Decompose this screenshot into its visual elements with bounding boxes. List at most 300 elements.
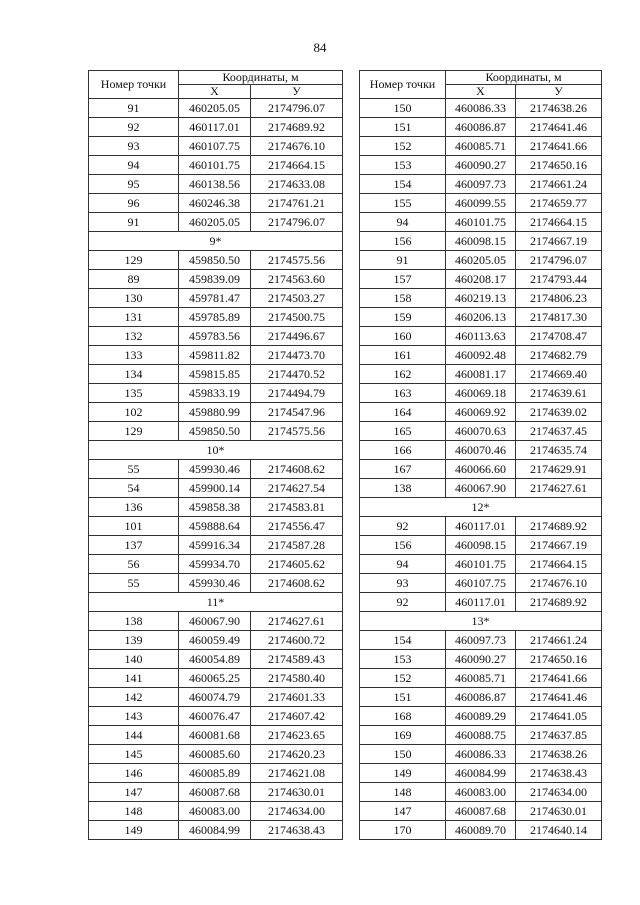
y-coordinate-cell: 2174634.00	[251, 802, 343, 821]
x-coordinate-cell: 459839.09	[179, 270, 251, 289]
table-row	[360, 631, 602, 650]
point-number-cell: 91	[89, 213, 179, 232]
table-row	[89, 669, 343, 688]
y-coordinate-cell: 2174473.70	[251, 346, 343, 365]
table-row	[360, 517, 602, 536]
table-row	[360, 365, 602, 384]
x-coordinate-cell: 460070.63	[446, 422, 516, 441]
point-number-cell: 92	[360, 517, 446, 536]
table-row	[360, 194, 602, 213]
table-row	[89, 308, 343, 327]
y-coordinate-cell: 2174650.16	[516, 650, 602, 669]
x-coordinate-cell: 460117.01	[179, 118, 251, 137]
point-number-cell: 94	[360, 555, 446, 574]
y-coordinate-cell: 2174796.07	[516, 251, 602, 270]
y-coordinate-cell: 2174587.28	[251, 536, 343, 555]
x-coordinate-cell: 460086.33	[446, 99, 516, 118]
point-number-cell: 131	[89, 308, 179, 327]
x-coordinate-cell: 460070.46	[446, 441, 516, 460]
y-coordinate-cell: 2174661.24	[516, 175, 602, 194]
table-row	[89, 137, 343, 156]
table-row	[89, 175, 343, 194]
y-coordinate-cell: 2174556.47	[251, 517, 343, 536]
x-coordinate-cell: 459900.14	[179, 479, 251, 498]
x-coordinate-cell: 460086.33	[446, 745, 516, 764]
y-coordinate-cell: 2174601.33	[251, 688, 343, 707]
y-coordinate-cell: 2174761.21	[251, 194, 343, 213]
x-coordinate-cell: 459930.46	[179, 574, 251, 593]
point-number-cell: 163	[360, 384, 446, 403]
y-coordinate-cell: 2174583.81	[251, 498, 343, 517]
x-coordinate-cell: 460086.87	[446, 118, 516, 137]
x-coordinate-cell: 460085.89	[179, 764, 251, 783]
x-coordinate-cell: 460081.17	[446, 365, 516, 384]
point-number-cell: 95	[89, 175, 179, 194]
point-number-cell: 54	[89, 479, 179, 498]
y-coordinate-cell: 2174589.43	[251, 650, 343, 669]
table-row	[89, 403, 343, 422]
point-number-cell: 138	[89, 612, 179, 631]
x-coordinate-cell: 460117.01	[446, 593, 516, 612]
table-row	[89, 574, 343, 593]
point-number-cell: 146	[89, 764, 179, 783]
y-coordinate-cell: 2174641.05	[516, 707, 602, 726]
y-coordinate-cell: 2174633.08	[251, 175, 343, 194]
table-row	[89, 650, 343, 669]
point-number-cell: 135	[89, 384, 179, 403]
y-coordinate-cell: 2174580.40	[251, 669, 343, 688]
x-coordinate-cell: 460067.90	[179, 612, 251, 631]
header-coords: Координаты, м	[446, 71, 602, 85]
point-number-cell: 132	[89, 327, 179, 346]
y-coordinate-cell: 2174667.19	[516, 536, 602, 555]
y-coordinate-cell: 2174641.46	[516, 118, 602, 137]
point-number-cell: 151	[360, 118, 446, 137]
x-coordinate-cell: 460069.92	[446, 403, 516, 422]
y-coordinate-cell: 2174661.24	[516, 631, 602, 650]
x-coordinate-cell: 460087.68	[446, 802, 516, 821]
x-coordinate-cell: 459783.56	[179, 327, 251, 346]
point-number-cell: 93	[360, 574, 446, 593]
x-coordinate-cell: 460097.73	[446, 631, 516, 650]
point-number-cell: 145	[89, 745, 179, 764]
x-coordinate-cell: 460092.48	[446, 346, 516, 365]
y-coordinate-cell: 2174630.01	[516, 802, 602, 821]
x-coordinate-cell: 460084.99	[179, 821, 251, 840]
table-row	[89, 346, 343, 365]
x-coordinate-cell: 460107.75	[446, 574, 516, 593]
x-coordinate-cell: 460101.75	[179, 156, 251, 175]
table-row	[360, 650, 602, 669]
y-coordinate-cell: 2174641.66	[516, 137, 602, 156]
section-label: 11*	[89, 593, 343, 612]
table-row	[360, 308, 602, 327]
x-coordinate-cell: 460090.27	[446, 156, 516, 175]
point-number-cell: 159	[360, 308, 446, 327]
y-coordinate-cell: 2174689.92	[251, 118, 343, 137]
table-row	[360, 175, 602, 194]
table-row	[89, 460, 343, 479]
table-row	[89, 384, 343, 403]
point-number-cell: 168	[360, 707, 446, 726]
x-coordinate-cell: 459880.99	[179, 403, 251, 422]
x-coordinate-cell: 460099.55	[446, 194, 516, 213]
x-coordinate-cell: 460065.25	[179, 669, 251, 688]
table-row	[89, 555, 343, 574]
point-number-cell: 149	[89, 821, 179, 840]
x-coordinate-cell: 460067.90	[446, 479, 516, 498]
point-number-cell: 160	[360, 327, 446, 346]
table-row	[360, 745, 602, 764]
y-coordinate-cell: 2174621.08	[251, 764, 343, 783]
point-number-cell: 156	[360, 536, 446, 555]
x-coordinate-cell: 460089.70	[446, 821, 516, 840]
point-number-cell: 153	[360, 650, 446, 669]
point-number-cell: 101	[89, 517, 179, 536]
y-coordinate-cell: 2174659.77	[516, 194, 602, 213]
table-row	[360, 764, 602, 783]
y-coordinate-cell: 2174638.43	[251, 821, 343, 840]
table-row	[89, 365, 343, 384]
point-number-cell: 137	[89, 536, 179, 555]
table-row	[360, 669, 602, 688]
x-coordinate-cell: 460098.15	[446, 232, 516, 251]
x-coordinate-cell: 459858.38	[179, 498, 251, 517]
x-coordinate-cell: 460085.71	[446, 137, 516, 156]
x-coordinate-cell: 460205.05	[446, 251, 516, 270]
point-number-cell: 165	[360, 422, 446, 441]
point-number-cell: 151	[360, 688, 446, 707]
y-coordinate-cell: 2174627.61	[516, 479, 602, 498]
x-coordinate-cell: 460206.13	[446, 308, 516, 327]
table-row	[360, 99, 602, 118]
point-number-cell: 157	[360, 270, 446, 289]
table-row	[360, 156, 602, 175]
y-coordinate-cell: 2174638.26	[516, 745, 602, 764]
page-number: 84	[313, 40, 327, 55]
table-row	[89, 764, 343, 783]
x-coordinate-cell: 460085.60	[179, 745, 251, 764]
y-coordinate-cell: 2174600.72	[251, 631, 343, 650]
point-number-cell: 158	[360, 289, 446, 308]
table-row	[89, 156, 343, 175]
x-coordinate-cell: 460089.29	[446, 707, 516, 726]
y-coordinate-cell: 2174639.02	[516, 403, 602, 422]
y-coordinate-cell: 2174547.96	[251, 403, 343, 422]
x-coordinate-cell: 460066.60	[446, 460, 516, 479]
point-number-cell: 56	[89, 555, 179, 574]
x-coordinate-cell: 460084.99	[446, 764, 516, 783]
table-row	[360, 479, 602, 498]
y-coordinate-cell: 2174470.52	[251, 365, 343, 384]
x-coordinate-cell: 460138.56	[179, 175, 251, 194]
table-row	[360, 403, 602, 422]
point-number-cell: 148	[360, 783, 446, 802]
x-coordinate-cell: 460074.79	[179, 688, 251, 707]
x-coordinate-cell: 459833.19	[179, 384, 251, 403]
x-coordinate-cell: 460205.05	[179, 99, 251, 118]
y-coordinate-cell: 2174689.92	[516, 517, 602, 536]
point-number-cell: 147	[89, 783, 179, 802]
point-number-cell: 92	[89, 118, 179, 137]
point-number-cell: 142	[89, 688, 179, 707]
coordinates-table-right	[359, 70, 602, 840]
y-coordinate-cell: 2174796.07	[251, 99, 343, 118]
section-row	[360, 498, 602, 517]
point-number-cell: 130	[89, 289, 179, 308]
point-number-cell: 166	[360, 441, 446, 460]
y-coordinate-cell: 2174641.66	[516, 669, 602, 688]
point-number-cell: 89	[89, 270, 179, 289]
point-number-cell: 169	[360, 726, 446, 745]
point-number-cell: 150	[360, 99, 446, 118]
x-coordinate-cell: 459850.50	[179, 251, 251, 270]
y-coordinate-cell: 2174635.74	[516, 441, 602, 460]
y-coordinate-cell: 2174640.14	[516, 821, 602, 840]
y-coordinate-cell: 2174629.91	[516, 460, 602, 479]
y-coordinate-cell: 2174639.61	[516, 384, 602, 403]
table-row	[360, 460, 602, 479]
table-row	[89, 612, 343, 631]
header-y: У	[251, 85, 343, 99]
x-coordinate-cell: 460208.17	[446, 270, 516, 289]
table-body-right	[360, 99, 602, 840]
point-number-cell: 94	[360, 213, 446, 232]
point-number-cell: 155	[360, 194, 446, 213]
table-row	[89, 783, 343, 802]
table-row	[89, 517, 343, 536]
table-row	[89, 726, 343, 745]
point-number-cell: 162	[360, 365, 446, 384]
point-number-cell: 96	[89, 194, 179, 213]
point-number-cell: 102	[89, 403, 179, 422]
table-row	[360, 688, 602, 707]
x-coordinate-cell: 459815.85	[179, 365, 251, 384]
x-coordinate-cell: 460088.75	[446, 726, 516, 745]
x-coordinate-cell: 460076.47	[179, 707, 251, 726]
point-number-cell: 164	[360, 403, 446, 422]
table-row	[89, 422, 343, 441]
y-coordinate-cell: 2174563.60	[251, 270, 343, 289]
point-number-cell: 55	[89, 460, 179, 479]
point-number-cell: 139	[89, 631, 179, 650]
y-coordinate-cell: 2174689.92	[516, 593, 602, 612]
point-number-cell: 149	[360, 764, 446, 783]
point-number-cell: 152	[360, 669, 446, 688]
point-number-cell: 133	[89, 346, 179, 365]
x-coordinate-cell: 460081.68	[179, 726, 251, 745]
x-coordinate-cell: 460101.75	[446, 213, 516, 232]
y-coordinate-cell: 2174620.23	[251, 745, 343, 764]
table-row	[360, 441, 602, 460]
section-row	[89, 593, 343, 612]
point-number-cell: 55	[89, 574, 179, 593]
point-number-cell: 170	[360, 821, 446, 840]
point-number-cell: 91	[360, 251, 446, 270]
point-number-cell: 148	[89, 802, 179, 821]
point-number-cell: 153	[360, 156, 446, 175]
table-row	[89, 327, 343, 346]
table-row	[360, 536, 602, 555]
table-row	[360, 270, 602, 289]
x-coordinate-cell: 460083.00	[446, 783, 516, 802]
x-coordinate-cell: 460219.13	[446, 289, 516, 308]
table-row	[360, 384, 602, 403]
section-label: 9*	[89, 232, 343, 251]
y-coordinate-cell: 2174575.56	[251, 251, 343, 270]
x-coordinate-cell: 459934.70	[179, 555, 251, 574]
x-coordinate-cell: 459811.82	[179, 346, 251, 365]
section-row	[360, 612, 602, 631]
point-number-cell: 156	[360, 232, 446, 251]
point-number-cell: 129	[89, 251, 179, 270]
table-row	[360, 346, 602, 365]
x-coordinate-cell: 460113.63	[446, 327, 516, 346]
table-row	[360, 251, 602, 270]
x-coordinate-cell: 460059.49	[179, 631, 251, 650]
x-coordinate-cell: 460107.75	[179, 137, 251, 156]
y-coordinate-cell: 2174669.40	[516, 365, 602, 384]
x-coordinate-cell: 459781.47	[179, 289, 251, 308]
y-coordinate-cell: 2174575.56	[251, 422, 343, 441]
x-coordinate-cell: 459785.89	[179, 308, 251, 327]
y-coordinate-cell: 2174496.67	[251, 327, 343, 346]
y-coordinate-cell: 2174641.46	[516, 688, 602, 707]
coordinates-table-left	[88, 70, 343, 840]
x-coordinate-cell: 460086.87	[446, 688, 516, 707]
point-number-cell: 161	[360, 346, 446, 365]
table-row	[89, 631, 343, 650]
table-body-left	[89, 99, 343, 840]
section-label: 10*	[89, 441, 343, 460]
y-coordinate-cell: 2174623.65	[251, 726, 343, 745]
table-row	[360, 593, 602, 612]
table-row	[89, 213, 343, 232]
x-coordinate-cell: 460054.89	[179, 650, 251, 669]
x-coordinate-cell: 460246.38	[179, 194, 251, 213]
point-number-cell: 152	[360, 137, 446, 156]
y-coordinate-cell: 2174627.61	[251, 612, 343, 631]
table-row	[360, 118, 602, 137]
section-label: 13*	[360, 612, 602, 631]
x-coordinate-cell: 460085.71	[446, 669, 516, 688]
x-coordinate-cell: 460087.68	[179, 783, 251, 802]
y-coordinate-cell: 2174817.30	[516, 308, 602, 327]
point-number-cell: 136	[89, 498, 179, 517]
table-row	[360, 574, 602, 593]
table-row	[360, 327, 602, 346]
y-coordinate-cell: 2174676.10	[251, 137, 343, 156]
y-coordinate-cell: 2174650.16	[516, 156, 602, 175]
header-coords: Координаты, м	[179, 71, 343, 85]
point-number-cell: 144	[89, 726, 179, 745]
x-coordinate-cell: 460090.27	[446, 650, 516, 669]
table-row	[360, 555, 602, 574]
point-number-cell: 154	[360, 631, 446, 650]
header-y: У	[516, 85, 602, 99]
y-coordinate-cell: 2174630.01	[251, 783, 343, 802]
section-row	[89, 441, 343, 460]
point-number-cell: 154	[360, 175, 446, 194]
point-number-cell: 93	[89, 137, 179, 156]
table-row	[89, 498, 343, 517]
y-coordinate-cell: 2174796.07	[251, 213, 343, 232]
y-coordinate-cell: 2174676.10	[516, 574, 602, 593]
section-label: 12*	[360, 498, 602, 517]
y-coordinate-cell: 2174607.42	[251, 707, 343, 726]
header-point: Номер точки	[360, 71, 446, 99]
y-coordinate-cell: 2174608.62	[251, 574, 343, 593]
point-number-cell: 140	[89, 650, 179, 669]
table-row	[89, 688, 343, 707]
y-coordinate-cell: 2174664.15	[251, 156, 343, 175]
y-coordinate-cell: 2174664.15	[516, 555, 602, 574]
point-number-cell: 150	[360, 745, 446, 764]
point-number-cell: 94	[89, 156, 179, 175]
table-row	[89, 289, 343, 308]
table-row	[89, 707, 343, 726]
x-coordinate-cell: 459930.46	[179, 460, 251, 479]
table-row	[360, 726, 602, 745]
point-number-cell: 141	[89, 669, 179, 688]
table-row	[89, 251, 343, 270]
point-number-cell: 91	[89, 99, 179, 118]
point-number-cell: 92	[360, 593, 446, 612]
table-row	[360, 137, 602, 156]
x-coordinate-cell: 460101.75	[446, 555, 516, 574]
y-coordinate-cell: 2174664.15	[516, 213, 602, 232]
table-row	[360, 289, 602, 308]
point-number-cell: 134	[89, 365, 179, 384]
table-row	[360, 422, 602, 441]
y-coordinate-cell: 2174503.27	[251, 289, 343, 308]
table-row	[360, 213, 602, 232]
table-row	[360, 802, 602, 821]
table-row	[89, 270, 343, 289]
point-number-cell: 147	[360, 802, 446, 821]
table-row	[89, 802, 343, 821]
y-coordinate-cell: 2174605.62	[251, 555, 343, 574]
y-coordinate-cell: 2174637.45	[516, 422, 602, 441]
header-x: X	[179, 85, 251, 99]
y-coordinate-cell: 2174608.62	[251, 460, 343, 479]
table-row	[360, 232, 602, 251]
x-coordinate-cell: 460098.15	[446, 536, 516, 555]
x-coordinate-cell: 460083.00	[179, 802, 251, 821]
y-coordinate-cell: 2174682.79	[516, 346, 602, 365]
table-row	[360, 783, 602, 802]
header-point: Номер точки	[89, 71, 179, 99]
x-coordinate-cell: 459850.50	[179, 422, 251, 441]
header-x: X	[446, 85, 516, 99]
x-coordinate-cell: 459916.34	[179, 536, 251, 555]
y-coordinate-cell: 2174806.23	[516, 289, 602, 308]
table-row	[89, 821, 343, 840]
y-coordinate-cell: 2174637.85	[516, 726, 602, 745]
table-row	[89, 479, 343, 498]
table-row	[89, 118, 343, 137]
table-row	[89, 536, 343, 555]
table-row	[360, 821, 602, 840]
point-number-cell: 167	[360, 460, 446, 479]
x-coordinate-cell: 460205.05	[179, 213, 251, 232]
y-coordinate-cell: 2174634.00	[516, 783, 602, 802]
y-coordinate-cell: 2174708.47	[516, 327, 602, 346]
point-number-cell: 143	[89, 707, 179, 726]
y-coordinate-cell: 2174667.19	[516, 232, 602, 251]
x-coordinate-cell: 460069.18	[446, 384, 516, 403]
table-row	[360, 707, 602, 726]
